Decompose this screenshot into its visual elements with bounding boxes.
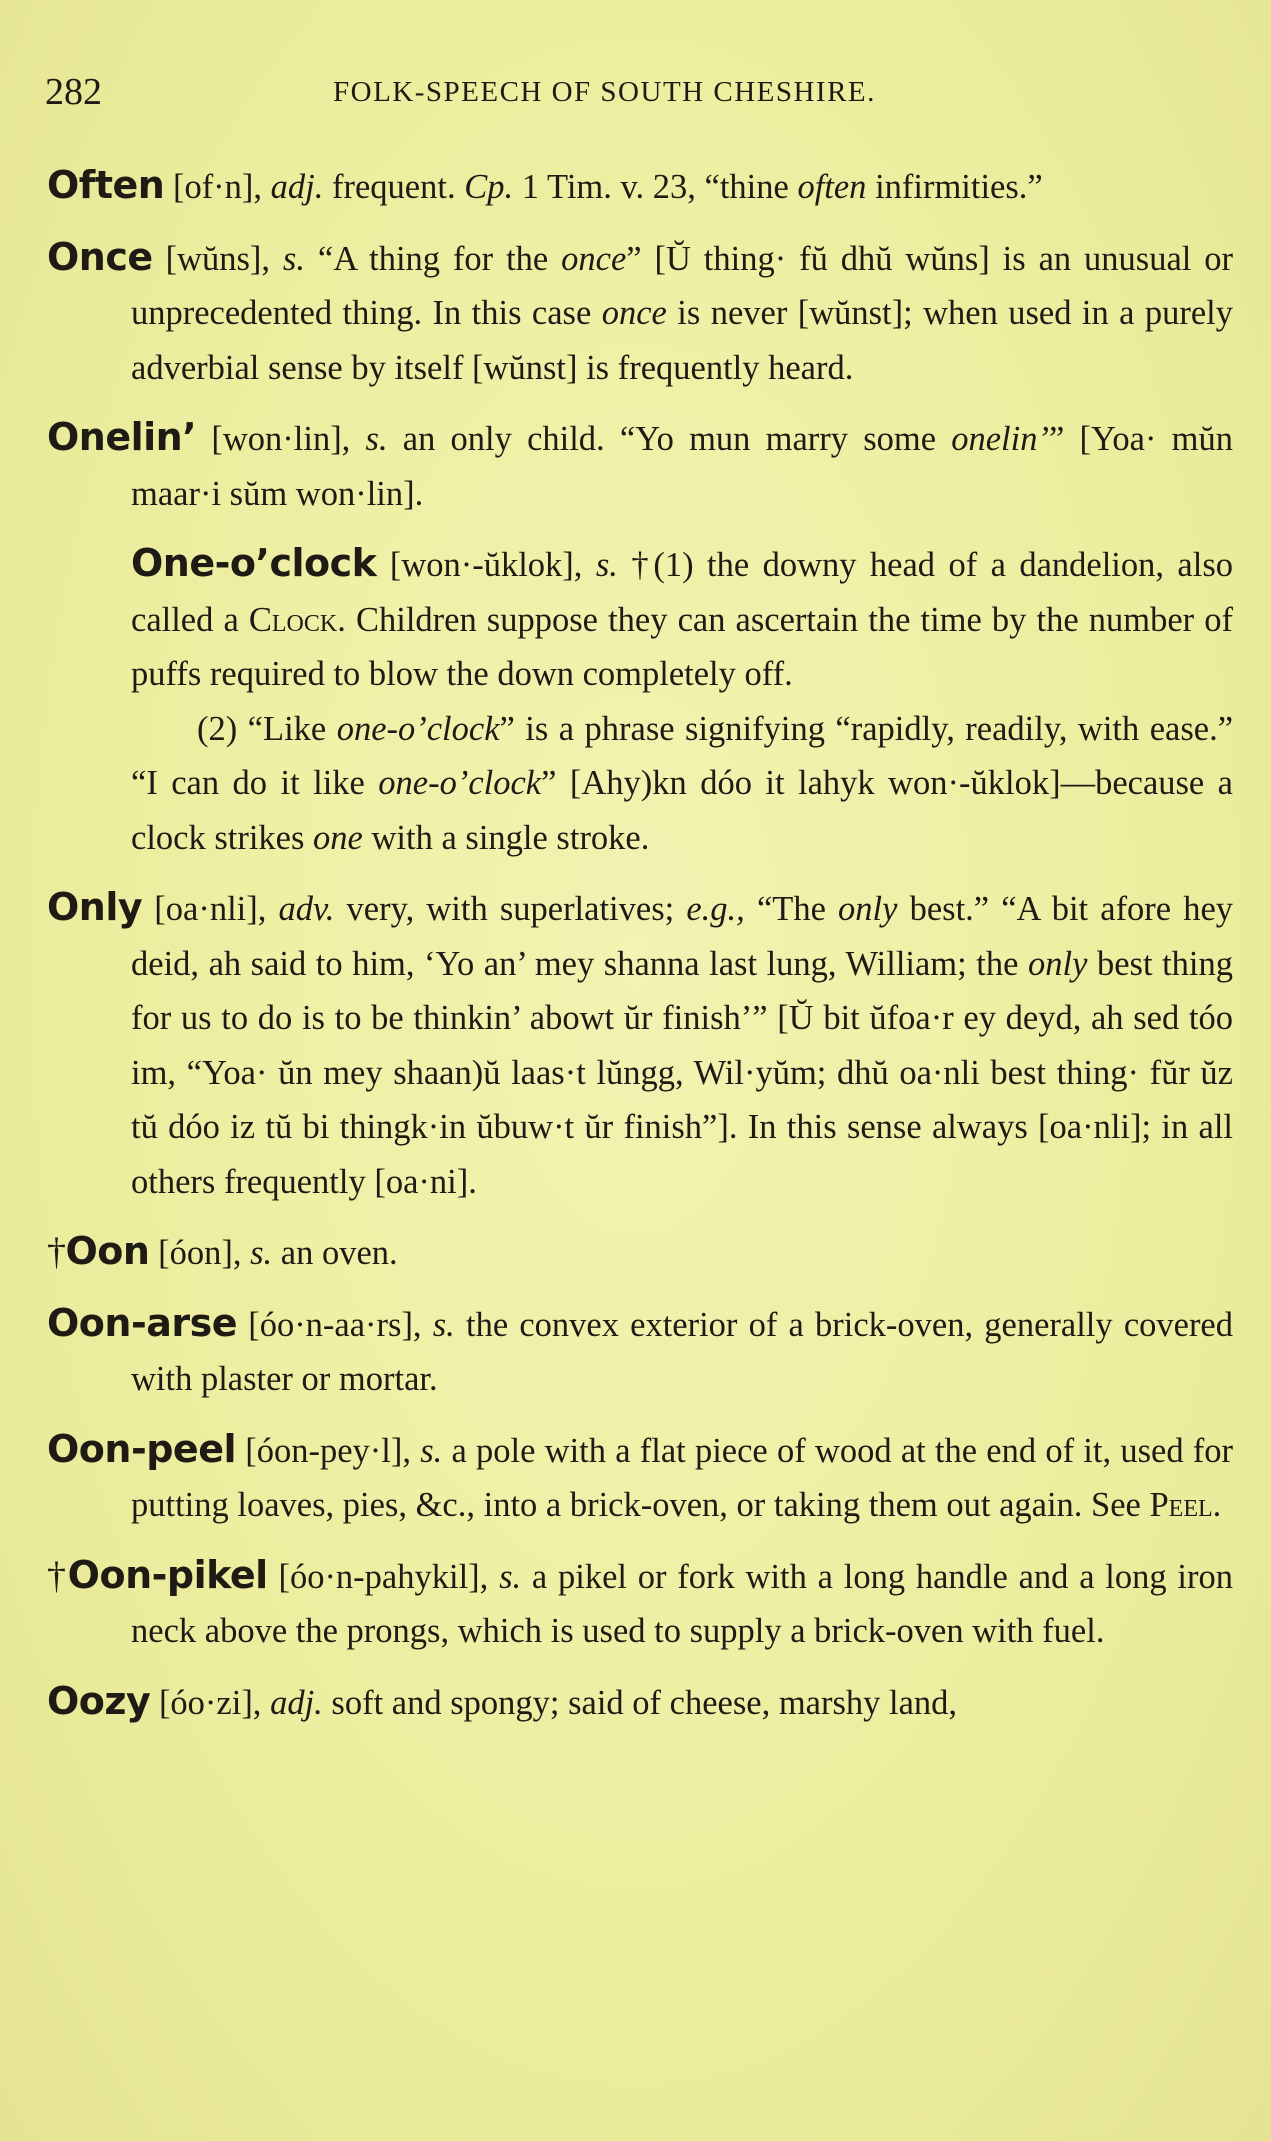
headword-text: Oon-pikel [67,1552,268,1597]
headword: Oon-peel [47,1426,237,1471]
definition: the convex exterior of a brick-oven, generally covered with plaster or mortar. [131,1305,1233,1398]
definition: soft and spongy; said of cheese, marshy land, [331,1683,958,1722]
headword [47,1229,149,1273]
pronunciation: [oa·nli], [154,890,267,928]
sense-1 [131,536,1233,702]
definition: a pikel or fork with a long handle and a long iron neck above the prongs, which is used to supply a brick-oven with fuel. [131,1557,1233,1650]
italic-2: only [1028,944,1088,983]
pronunciation: [óon-pey·l], [245,1431,411,1470]
entry-often [47,158,1233,215]
definition-c: best.” “A bit afore hey deid, ah said to him, ‘Yo an’ mey shanna last lung, William; the [131,890,1234,983]
reference: 1 Tim. v. 23, “thine [521,168,789,206]
page-number: 282 [45,71,102,113]
reference-italic: often [797,168,867,206]
sense-2-text-c: ” [Ahy)kn dóo it lahyk won·-ŭklok]—because a clock strikes [131,764,1233,857]
definition-rest: is never [wŭnst]; when used in a purely adverbial sense by itself [wŭnst] is frequently heard. [131,294,1234,387]
entries-column [47,158,1233,1745]
definition-b: “The [756,890,826,928]
entry-oon-peel [47,1422,1233,1533]
quote-continuation: ” [Ŭ thing· fŭ dhŭ wŭns] is an unusual or unprecedented thing. In this case [131,239,1234,332]
sense-1-rest: Children suppose they can ascertain the time by the number of puffs required to blow the down completely off. [131,600,1234,693]
pronunciation: [won·-ŭklok], [389,546,583,584]
pronunciation: [óon], [158,1234,242,1272]
part-of-speech: adj. [270,1683,323,1722]
headword-text: Oon [65,1229,150,1273]
pronunciation: [wŭns], [165,239,271,278]
part-of-speech: s. [365,420,388,458]
page-header [45,70,1223,120]
headword: One-o’clock [131,541,377,585]
pronunciation: [óo·zi], [158,1683,262,1722]
case-italic: once [601,294,667,332]
sense-2-italic-3: one [313,818,363,857]
headword: Only [47,885,143,929]
definition: frequent. [332,168,456,206]
entry-oon-arse [47,1296,1233,1407]
headword: Often [47,163,165,207]
definition-rest: ” [Yoa· mŭn maar·i sŭm won·lin]. [131,420,1234,513]
cross-reference: Clock. [248,600,346,639]
part-of-speech: s. [499,1557,522,1596]
running-head: FOLK-SPEECH OF SOUTH CHESHIRE. [333,76,876,108]
sense-2-text-b: ” is a phrase signifying “rapidly, readily, with ease.” “I can do it like [131,709,1234,802]
entry-oon-pikel [47,1548,1233,1659]
definition: very, with superlatives; [346,890,675,928]
headword: Oon-arse [47,1300,238,1345]
entry-only [47,880,1233,1209]
part-of-speech: s. [250,1234,273,1272]
reference-end: infirmities.” [875,168,1043,206]
part-of-speech: adv. [278,890,335,928]
part-of-speech: adj. [270,168,324,206]
headword: Onelin’ [47,415,197,459]
entry-one-oclock [47,536,1233,865]
dagger-mark: † [47,1554,68,1597]
compare-label: Cp. [464,168,514,206]
part-of-speech: s. [282,239,305,278]
pronunciation: [óo·n-aa·rs], [248,1305,422,1344]
quote-italic: onelin’ [951,420,1049,458]
sense-2 [131,702,1233,866]
quote-italic: once [561,239,627,278]
entry-oon [47,1224,1233,1281]
cross-reference: Peel. [1149,1486,1222,1524]
pronunciation: [won·lin], [211,420,351,458]
entry-oozy [47,1674,1233,1731]
part-of-speech: s. [595,546,618,584]
quote-start: “A thing for the [317,239,549,278]
eg-label: e.g., [686,890,745,928]
sense-1-text: †(1) the downy head of a dandelion, also called a [131,546,1234,639]
dagger-mark: † [47,1231,66,1273]
pronunciation: [óo·n-pahykil], [278,1557,489,1596]
headword: Oozy [47,1678,151,1723]
sense-2-text-d: with a single stroke. [371,818,650,857]
pronunciation: [of·n], [172,168,263,206]
entry-once [47,230,1233,396]
definition: an oven. [280,1234,398,1272]
part-of-speech: s. [432,1305,455,1344]
definition: a pole with a flat piece of wood at the end of it, used for putting loaves, pies, &c., into a brick-oven, or taking them out again. See [131,1431,1234,1524]
part-of-speech: s. [420,1431,443,1470]
definition: an only child. “Yo mun marry some [402,420,937,458]
headword [47,1553,268,1597]
sense-2-italic-2: one-o’clock [378,764,542,802]
headword: Once [47,234,153,279]
sense-2-italic-1: one-o’clock [336,709,500,748]
italic-1: only [838,890,898,928]
entry-onelin [47,410,1233,521]
definition-d: best thing for us to do is to be thinkin’ abowt ŭr finish’” [Ŭ bit ŭfoa·r ey deyd, ah sed tóo im, “Yoa· ŭn mey shaan)ŭ laas·t lŭngg, Wil·yŭm; dhŭ oa·nli best thing· fŭr ŭz tŭ dóo iz tŭ bi thingk·in ŭbuw·t ŭr finish”]. In this sense always [oa·nli]; in all others frequently [oa·ni]. [131,944,1234,1201]
sense-2-text: (2) “Like [197,709,327,748]
